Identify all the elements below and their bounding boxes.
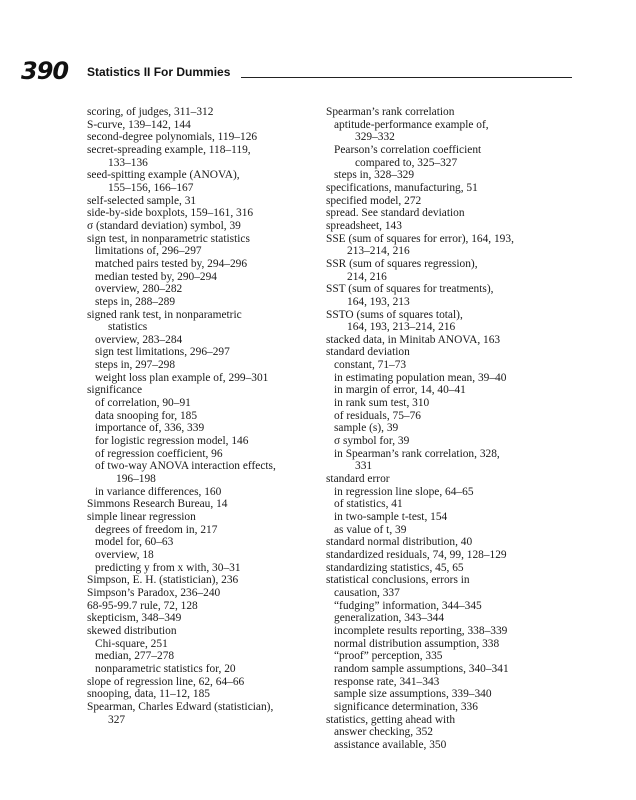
index-entry (326, 562, 561, 575)
index-entry (87, 612, 322, 625)
index-entry-line: 327 (108, 713, 126, 726)
index-entry-line: steps in, 297–298 (95, 359, 176, 372)
index-entry-line: Simmons Research Bureau, 14 (87, 498, 228, 511)
index-entry-line: causation, 337 (334, 586, 400, 599)
index-entry (87, 498, 322, 511)
index-entry (87, 207, 322, 220)
index-entry-line: snooping, data, 11–12, 185 (87, 688, 210, 701)
index-subentry (326, 612, 561, 625)
index-entry (87, 233, 322, 246)
index-entry-line: data snooping for, 185 (95, 409, 198, 422)
index-entry (87, 625, 322, 638)
index-entry-line: overview, 18 (95, 548, 154, 561)
index-column-left (87, 106, 322, 726)
index-entry-line: degrees of freedom in, 217 (95, 523, 218, 536)
index-entry-line: median tested by, 290–294 (95, 270, 218, 283)
index-entry (326, 258, 561, 283)
index-entry-line: specifications, manufacturing, 51 (326, 181, 478, 194)
index-entry (87, 701, 322, 726)
index-entry-line: Chi-square, 251 (95, 637, 168, 650)
index-entry-line: overview, 283–284 (95, 333, 183, 346)
index-entry (326, 334, 561, 347)
index-entry (326, 346, 561, 359)
index-entry (326, 473, 561, 486)
index-subentry (87, 245, 322, 258)
index-subentry (87, 359, 322, 372)
index-entry-line: S-curve, 139–142, 144 (87, 118, 191, 131)
index-subentry (326, 372, 561, 385)
index-entry-line: specified model, 272 (326, 194, 422, 207)
index-subentry (326, 663, 561, 676)
index-entry-line: in two-sample t-test, 154 (334, 511, 448, 523)
index-entry-line: statistical conclusions, errors in (326, 574, 470, 587)
index-entry-line: in variance differences, 160 (95, 485, 222, 498)
index-subentry (87, 271, 322, 284)
index-entry-line: steps in, 288–289 (95, 295, 176, 308)
index-entry-line: 196–198 (116, 473, 156, 486)
index-entry-line: of correlation, 90–91 (95, 397, 191, 410)
index-entry-line: Spearman’s rank correlation (326, 106, 455, 118)
index-subentry (87, 296, 322, 309)
index-entry-line: 164, 193, 213–214, 216 (347, 321, 456, 334)
index-entry (87, 169, 322, 194)
index-entry (87, 384, 322, 397)
index-entry-line: of regression coefficient, 96 (95, 447, 223, 460)
index-entry-line: Simpson’s Paradox, 236–240 (87, 586, 221, 599)
index-entry-line: assistance available, 350 (334, 738, 447, 751)
index-entry-line: standardizing statistics, 45, 65 (326, 561, 464, 574)
index-subentry (326, 410, 561, 423)
index-entry (326, 106, 561, 119)
index-entry-line: standard deviation (326, 346, 410, 359)
index-entry-line: answer checking, 352 (334, 726, 434, 739)
index-subentry (87, 410, 322, 423)
index-entry-line: incomplete results reporting, 338–339 (334, 624, 508, 637)
index-entry-line: second-degree polynomials, 119–126 (87, 131, 258, 144)
index-entry (87, 106, 322, 119)
index-entry (87, 587, 322, 600)
index-entry-line: SSE (sum of squares for error), 164, 193, (326, 232, 514, 245)
index-subentry (87, 372, 322, 385)
index-entry-line: of two-way ANOVA interaction effects, (95, 460, 276, 473)
index-entry (326, 309, 561, 334)
index-entry (326, 195, 561, 208)
index-entry-line: SST (sum of squares for treatments), (326, 283, 494, 296)
index-entry-line: in Spearman’s rank correlation, 328, (334, 447, 500, 460)
index-entry-line: sign test limitations, 296–297 (95, 346, 230, 359)
index-subentry (326, 726, 561, 739)
index-entry-line: self-selected sample, 31 (87, 194, 197, 207)
index-entry (87, 195, 322, 208)
index-subentry (87, 486, 322, 499)
index-entry-line: in margin of error, 14, 40–41 (334, 384, 466, 397)
index-entry-line: 68-95-99.7 rule, 72, 128 (87, 599, 198, 612)
index-entry-line: predicting y from x with, 30–31 (95, 561, 241, 574)
index-entry-line: 164, 193, 213 (347, 295, 410, 308)
index-subentry (326, 119, 561, 144)
index-entry-line: nonparametric statistics for, 20 (95, 662, 236, 675)
index-subentry (326, 650, 561, 663)
index-entry (326, 536, 561, 549)
index-entry-line: aptitude-performance example of, (334, 118, 489, 131)
index-entry-line: “fudging” information, 344–345 (334, 599, 482, 612)
index-subentry (87, 638, 322, 651)
index-entry-line: standard error (326, 473, 390, 486)
index-entry-line: for logistic regression model, 146 (95, 435, 249, 448)
index-entry (326, 714, 561, 727)
index-subentry (87, 397, 322, 410)
index-entry (87, 144, 322, 169)
index-entry-line: side-by-side boxplots, 159–161, 316 (87, 207, 254, 220)
index-entry-line: steps in, 328–329 (334, 169, 415, 182)
index-subentry (87, 663, 322, 676)
index-entry-line: of statistics, 41 (334, 498, 403, 511)
index-subentry (87, 562, 322, 575)
index-subentry (326, 676, 561, 689)
index-entry (87, 309, 322, 334)
index-entry-line: Pearson’s correlation coefficient (334, 143, 482, 156)
page-header (21, 56, 553, 86)
index-subentry (326, 397, 561, 410)
index-entry-line: constant, 71–73 (334, 359, 407, 372)
index-subentry (87, 549, 322, 562)
index-entry-line: standardized residuals, 74, 99, 128–129 (326, 548, 507, 561)
header-rule (241, 77, 572, 78)
index-subentry (326, 688, 561, 701)
index-entry-line: spread. See standard deviation (326, 207, 465, 220)
index-subentry (326, 448, 561, 473)
index-entry-line: signed rank test, in nonparametric (87, 308, 242, 321)
index-entry-line: matched pairs tested by, 294–296 (95, 257, 248, 270)
index-entry-line: 329–332 (355, 131, 395, 144)
index-subentry (326, 600, 561, 613)
index-entry-line: skewed distribution (87, 624, 177, 637)
index-entry-line: standard normal distribution, 40 (326, 536, 473, 549)
index-entry-line: σ (standard deviation) symbol, 39 (87, 219, 241, 232)
index-entry (326, 182, 561, 195)
index-subentry (326, 587, 561, 600)
index-entry-line: in regression line slope, 64–65 (334, 485, 474, 498)
index-entry-line: generalization, 343–344 (334, 612, 445, 625)
index-entry-line: overview, 280–282 (95, 283, 183, 296)
index-entry (87, 600, 322, 613)
index-subentry (87, 536, 322, 549)
index-subentry (326, 524, 561, 537)
index-entry (326, 283, 561, 308)
index-entry (87, 511, 322, 524)
index-subentry (326, 625, 561, 638)
index-entry (326, 549, 561, 562)
page-number: 390 (21, 57, 69, 85)
index-entry-line: Spearman, Charles Edward (statistician), (87, 700, 274, 713)
index-entry-line: as value of t, 39 (334, 523, 407, 536)
index-subentry (326, 384, 561, 397)
index-entry-line: sign test, in nonparametric statistics (87, 232, 250, 245)
index-subentry (326, 701, 561, 714)
index-subentry (326, 511, 561, 524)
index-subentry (87, 435, 322, 448)
index-entry-line: spreadsheet, 143 (326, 219, 402, 232)
index-subentry (326, 739, 561, 752)
index-subentry (87, 448, 322, 461)
index-entry-line: random sample assumptions, 340–341 (334, 662, 509, 675)
index-entry-line: 133–136 (108, 156, 148, 169)
index-column-right (326, 106, 561, 751)
index-entry-line: slope of regression line, 62, 64–66 (87, 675, 245, 688)
index-entry (326, 574, 561, 587)
index-entry-line: normal distribution assumption, 338 (334, 637, 500, 650)
index-entry-line: scoring, of judges, 311–312 (87, 106, 214, 118)
index-entry-line: model for, 60–63 (95, 536, 174, 549)
index-entry-line: Simpson, E. H. (statistician), 236 (87, 574, 239, 587)
index-entry-line: significance determination, 336 (334, 700, 478, 713)
index-entry-line: statistics (108, 321, 148, 334)
index-subentry (87, 460, 322, 485)
index-entry-line: in estimating population mean, 39–40 (334, 371, 507, 384)
index-entry-line: SSR (sum of squares regression), (326, 257, 478, 270)
index-entry-line: sample size assumptions, 339–340 (334, 688, 492, 701)
index-subentry (326, 359, 561, 372)
index-subentry (326, 486, 561, 499)
index-entry (87, 119, 322, 132)
index-entry-line: significance (87, 384, 143, 397)
index-entry-line: secret-spreading example, 118–119, (87, 143, 251, 156)
index-entry-line: weight loss plan example of, 299–301 (95, 371, 269, 384)
index-entry-line: median, 277–278 (95, 650, 175, 663)
book-title: Statistics II For Dummies (87, 65, 231, 79)
index-subentry (87, 258, 322, 271)
index-subentry (87, 346, 322, 359)
index-subentry (87, 283, 322, 296)
index-entry (87, 131, 322, 144)
index-entry-line: limitations of, 296–297 (95, 245, 202, 258)
index-entry-line: “proof” perception, 335 (334, 650, 443, 663)
index-subentry (326, 435, 561, 448)
index-entry-line: 331 (355, 460, 373, 473)
index-entry-line: stacked data, in Minitab ANOVA, 163 (326, 333, 501, 346)
index-entry (87, 220, 322, 233)
index-entry-line: importance of, 336, 339 (95, 422, 205, 435)
index-subentry (326, 169, 561, 182)
index-entry-line: simple linear regression (87, 511, 196, 523)
index-subentry (87, 524, 322, 537)
index-subentry (326, 422, 561, 435)
index-entry (326, 233, 561, 258)
index-entry-line: 214, 216 (347, 270, 387, 283)
index-entry-line: response rate, 341–343 (334, 675, 440, 688)
index-entry-line: statistics, getting ahead with (326, 713, 456, 726)
index-entry-line: 155–156, 166–167 (108, 181, 194, 194)
index-subentry (326, 638, 561, 651)
index-subentry (326, 144, 561, 169)
index-entry-line: σ symbol for, 39 (334, 435, 410, 448)
index-subentry (87, 422, 322, 435)
index-subentry (87, 650, 322, 663)
index-entry-line: compared to, 325–327 (355, 156, 458, 169)
index-entry-line: 213–214, 216 (347, 245, 410, 258)
index-entry-line: in rank sum test, 310 (334, 397, 430, 410)
index-entry (87, 574, 322, 587)
index-entry-line: of residuals, 75–76 (334, 409, 421, 422)
index-entry (87, 688, 322, 701)
index-subentry (326, 498, 561, 511)
index-entry (87, 676, 322, 689)
index-entry-line: seed-spitting example (ANOVA), (87, 169, 240, 182)
index-entry (326, 220, 561, 233)
index-entry-line: skepticism, 348–349 (87, 612, 182, 625)
index-entry (326, 207, 561, 220)
index-entry-line: SSTO (sums of squares total), (326, 308, 463, 321)
index-entry-line: sample (s), 39 (334, 422, 399, 435)
index-subentry (87, 334, 322, 347)
